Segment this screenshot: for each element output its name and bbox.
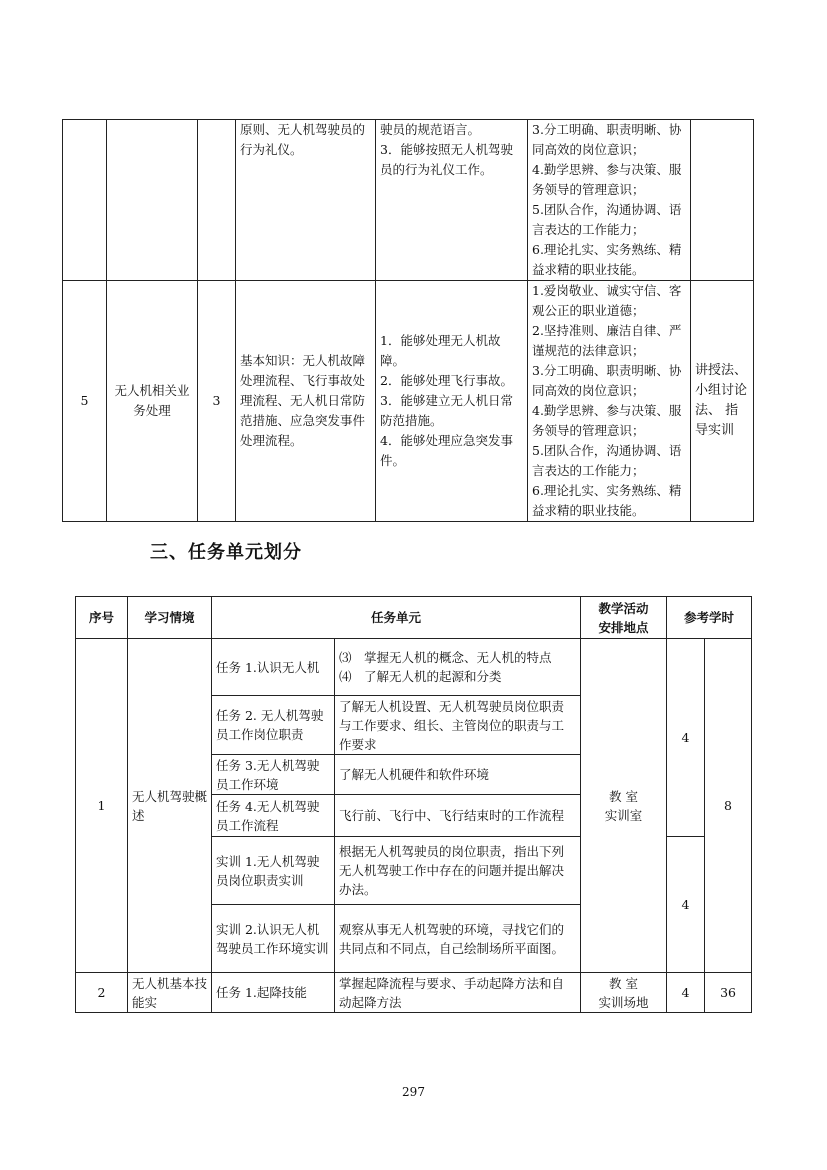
task-content: 根据无人机驾驶员的岗位职责，指出下列无人机驾驶工作中存在的问题并提出解决办法。 — [335, 837, 581, 905]
class-hours — [198, 120, 236, 281]
header-location: 教学活动 安排地点 — [581, 597, 667, 639]
task-name: 实训 1.无人机驾驶员岗位职责实训 — [212, 837, 335, 905]
task-content: 了解无人机硬件和软件环境 — [335, 755, 581, 795]
task-name: 实训 2.认识无人机驾驶员工作环境实训 — [212, 905, 335, 973]
task-content: 观察从事无人机驾驶的环境，寻找它们的共同点和不同点，自己绘制场所平面图。 — [335, 905, 581, 973]
table-row — [76, 973, 752, 1013]
header-no: 序号 — [76, 597, 128, 639]
activity-location: 教 室 实训室 — [581, 639, 667, 973]
task-name: 任务 1.起降技能 — [212, 973, 335, 1013]
task-hours: 4 — [667, 973, 705, 1013]
header-task: 任务单元 — [212, 597, 581, 639]
task-content: ⑶ 掌握无人机的概念、无人机的特点 ⑷ 了解无人机的起源和分类 — [335, 639, 581, 696]
quality-objective: 1.爱岗敬业、诚实守信、客观公正的职业道德； 2.坚持准则、廉洁自律、严谨规范的法律意识； 3.分工明确、职责明晰、协同高效的岗位意识； 4.勤学思辨、参与决策、服务领导的管理意识； 5.团队合作，沟通协调、语言表达的工作能力； 6.理论扎实、实务熟练、精益求精的职业技能。 — [528, 281, 691, 522]
total-hours: 36 — [705, 973, 752, 1013]
task-name: 任务 1.认识无人机 — [212, 639, 335, 696]
activity-location: 教 室 实训场地 — [581, 973, 667, 1013]
teaching-method — [691, 120, 754, 281]
competency-table-continued — [62, 119, 754, 522]
section-title: 三、任务单元划分 — [150, 542, 302, 563]
row-number: 1 — [76, 639, 128, 973]
task-content: 掌握起降流程与要求、手动起降方法和自动起降方法 — [335, 973, 581, 1013]
table-row — [76, 639, 752, 696]
learning-situation: 无人机基本技能实 — [128, 973, 212, 1013]
row-number: 2 — [76, 973, 128, 1013]
ability-objective: 驶员的规范语言。 3．能够按照无人机驾驶员的行为礼仪工作。 — [376, 120, 528, 281]
table-row — [63, 281, 754, 522]
row-number: 5 — [63, 281, 107, 522]
page-number: 297 — [402, 1085, 425, 1099]
task-unit-table — [75, 596, 752, 1013]
task-name: 任务 4.无人机驾驶员工作流程 — [212, 795, 335, 837]
learning-situation: 无人机驾驶概述 — [128, 639, 212, 973]
learning-situation: 无人机相关业务处理 — [107, 281, 198, 522]
ability-objective: 1．能够处理无人机故障。 2．能够处理飞行事故。 3．能够建立无人机日常防范措施。 4．能够处理应急突发事件。 — [376, 281, 528, 522]
task-content: 飞行前、飞行中、飞行结束时的工作流程 — [335, 795, 581, 837]
task-name: 任务 3.无人机驾驶员工作环境 — [212, 755, 335, 795]
class-hours: 3 — [198, 281, 236, 522]
header-row — [76, 597, 752, 639]
row-number — [63, 120, 107, 281]
task-name: 任务 2. 无人机驾驶员工作岗位职责 — [212, 696, 335, 755]
knowledge-objective: 基本知识：无人机故障处理流程、飞行事故处理流程、无人机日常防范措施、应急突发事件处理流程。 — [236, 281, 376, 522]
header-hours: 参考学时 — [667, 597, 752, 639]
quality-objective: 3.分工明确、职责明晰、协同高效的岗位意识； 4.勤学思辨、参与决策、服务领导的管理意识； 5.团队合作，沟通协调、语言表达的工作能力； 6.理论扎实、实务熟练、精益求精的职业技能。 — [528, 120, 691, 281]
knowledge-objective: 原则、无人机驾驶员的行为礼仪。 — [236, 120, 376, 281]
learning-situation — [107, 120, 198, 281]
teaching-method: 讲授法、小组讨论法、 指导实训 — [691, 281, 754, 522]
task-content: 了解无人机设置、无人机驾驶员岗位职责与工作要求、组长、主管岗位的职责与工作要求 — [335, 696, 581, 755]
header-situation: 学习情境 — [128, 597, 212, 639]
table-row — [63, 120, 754, 281]
task-hours: 4 — [667, 639, 705, 837]
total-hours: 8 — [705, 639, 752, 973]
task-hours: 4 — [667, 837, 705, 973]
